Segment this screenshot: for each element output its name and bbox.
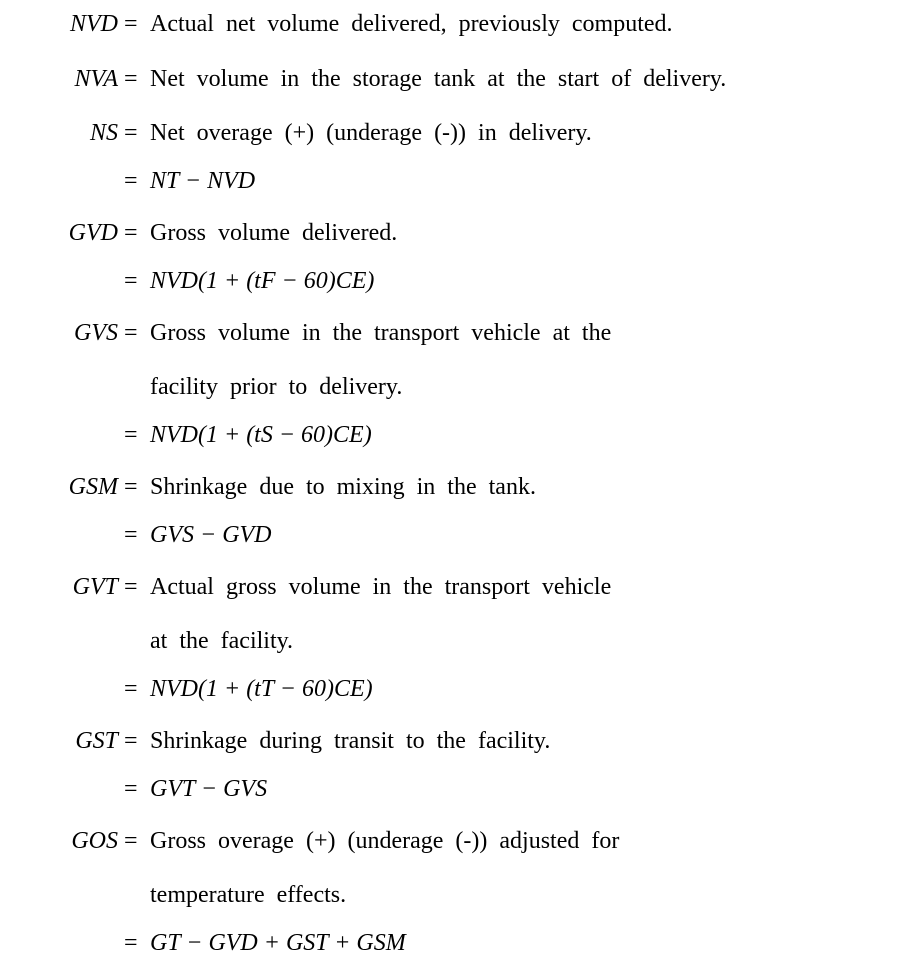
definition-line bbox=[0, 371, 900, 403]
variable-label: GVD bbox=[69, 217, 118, 249]
variable-label: GST bbox=[75, 725, 118, 757]
definition-text: Gross volume delivered. bbox=[150, 217, 397, 249]
variable-label: NVA bbox=[74, 63, 118, 95]
definition-line bbox=[0, 879, 900, 911]
equals-sign: = bbox=[124, 117, 138, 149]
definition-text: Net overage (+) (underage (-)) in delivery. bbox=[150, 117, 592, 149]
definition-line bbox=[0, 471, 900, 503]
variable-label: NS bbox=[90, 117, 118, 149]
equals-sign: = bbox=[124, 317, 138, 349]
equals-sign: = bbox=[124, 471, 138, 503]
variable-label: GVS bbox=[74, 317, 118, 349]
definition-line bbox=[0, 265, 900, 297]
equals-sign: = bbox=[124, 8, 138, 40]
formula-expression: GVS − GVD bbox=[150, 519, 272, 551]
definition-text: Gross overage (+) (underage (-)) adjusted for bbox=[150, 825, 619, 857]
definition-line bbox=[0, 8, 900, 40]
definition-text: Actual gross volume in the transport vehicle bbox=[150, 571, 611, 603]
variable-label: GVT bbox=[73, 571, 118, 603]
equals-sign: = bbox=[124, 419, 138, 451]
equals-sign: = bbox=[124, 519, 138, 551]
definition-line bbox=[0, 571, 900, 603]
formula-expression: NVD(1 + (tT − 60)CE) bbox=[150, 673, 373, 705]
formula-expression: GT − GVD + GST + GSM bbox=[150, 927, 406, 959]
equals-sign: = bbox=[124, 725, 138, 757]
definition-text: facility prior to delivery. bbox=[150, 371, 402, 403]
definition-text: at the facility. bbox=[150, 625, 293, 657]
formula-expression: GVT − GVS bbox=[150, 773, 267, 805]
equals-sign: = bbox=[124, 773, 138, 805]
variable-label: GOS bbox=[71, 825, 118, 857]
definition-text: Net volume in the storage tank at the start of delivery. bbox=[150, 63, 726, 95]
definition-line bbox=[0, 773, 900, 805]
equals-sign: = bbox=[124, 63, 138, 95]
definition-text: Gross volume in the transport vehicle at the bbox=[150, 317, 611, 349]
definition-line bbox=[0, 419, 900, 451]
equals-sign: = bbox=[124, 673, 138, 705]
formula-expression: NVD(1 + (tS − 60)CE) bbox=[150, 419, 372, 451]
definition-line bbox=[0, 217, 900, 249]
definition-line bbox=[0, 927, 900, 959]
definition-line bbox=[0, 317, 900, 349]
definition-line bbox=[0, 673, 900, 705]
definition-line bbox=[0, 725, 900, 757]
variable-label: GSM bbox=[69, 471, 118, 503]
equals-sign: = bbox=[124, 217, 138, 249]
definition-line bbox=[0, 625, 900, 657]
definition-text: Shrinkage due to mixing in the tank. bbox=[150, 471, 536, 503]
definition-line bbox=[0, 165, 900, 197]
equals-sign: = bbox=[124, 265, 138, 297]
definition-text: Shrinkage during transit to the facility. bbox=[150, 725, 550, 757]
definition-line bbox=[0, 825, 900, 857]
equals-sign: = bbox=[124, 927, 138, 959]
equals-sign: = bbox=[124, 825, 138, 857]
definition-line bbox=[0, 117, 900, 149]
formula-expression: NVD(1 + (tF − 60)CE) bbox=[150, 265, 374, 297]
equals-sign: = bbox=[124, 571, 138, 603]
variable-label: NVD bbox=[70, 8, 118, 40]
equals-sign: = bbox=[124, 165, 138, 197]
definition-text: temperature effects. bbox=[150, 879, 346, 911]
definition-text: Actual net volume delivered, previously computed. bbox=[150, 8, 673, 40]
formula-expression: NT − NVD bbox=[150, 165, 255, 197]
definition-line bbox=[0, 63, 900, 95]
definition-line bbox=[0, 519, 900, 551]
